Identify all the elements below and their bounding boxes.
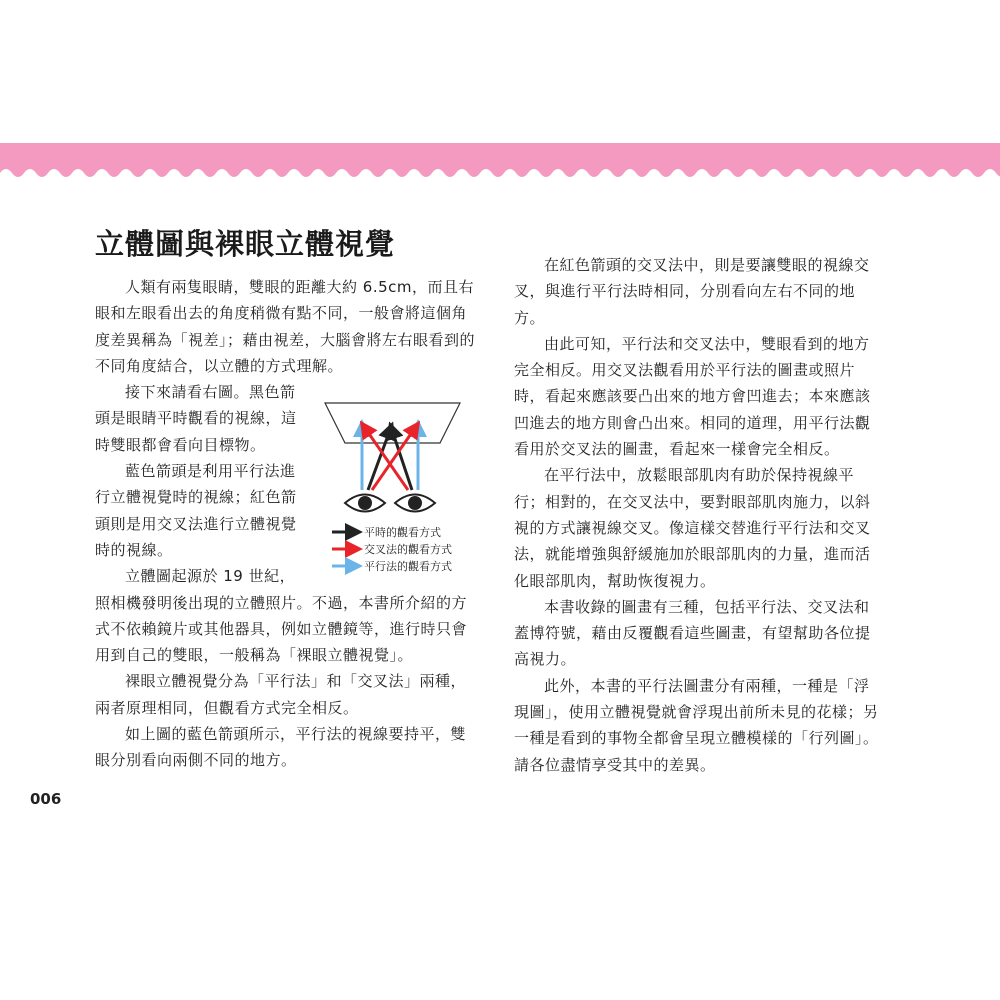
paragraph: 如上圖的藍色箭頭所示，平行法的視線要持平，雙眼分別看向兩側不同的地方。 — [95, 725, 467, 770]
paragraph: 照相機發明後出現的立體照片。不過，本書所介紹的方式不依賴鏡片或其他器具，例如立體鏡等，進行時只會用到自己的雙眼，一般稱為「裸眼立體視覺」。 — [95, 593, 468, 665]
paragraph: 藍色箭頭是利用平行法進行立體視覺時的視線；紅色箭頭則是用交叉法進行立體視覺時的視線。 — [95, 462, 297, 559]
legend-label: 平行法的觀看方式 — [364, 560, 452, 573]
paragraph: 本書收錄的圖畫有三種，包括平行法、交叉法和蓋博符號，藉由反覆觀看這些圖畫，有望幫助各位提高視力。 — [514, 597, 871, 669]
paragraph: 接下來請看右圖。黑色箭頭是眼睛平時觀看的視線，這時雙眼都會看向目標物。 — [95, 383, 297, 454]
paragraph: 此外，本書的平行法圖畫分有兩種，一種是「浮現圖」，使用立體視覺就會浮現出前所未見的花樣；另一種是看到的事物全都會呈現立體模樣的「行列圖」。請各位盡情享受其中的差異。 — [514, 676, 879, 774]
paragraph: 在紅色箭頭的交叉法中，則是要讓雙眼的視線交叉，與進行平行法時相同，分別看向左右不同的地方。 — [514, 256, 870, 327]
paragraph: 立體圖起源於 19 世紀， — [125, 567, 296, 586]
diagram-legend — [332, 525, 452, 573]
paragraph: 人類有兩隻眼睛，雙眼的距離大約 6.5cm，而且右眼和左眼看出去的角度稍微有點不同，一般會將這個角度差異稱為「視差」；藉由視差，大腦會將左右眼看到的不同角度結合，以立體的方式理解。 — [95, 278, 476, 375]
page-number: 006 — [30, 790, 62, 808]
target-plane — [325, 403, 460, 443]
legend-label: 平時的觀看方式 — [364, 526, 441, 539]
legend-label: 交叉法的觀看方式 — [364, 543, 452, 556]
eye-icon — [345, 495, 385, 512]
eye-diagram — [320, 398, 470, 578]
paragraph: 由此可知，平行法和交叉法中，雙眼看到的地方完全相反。用交叉法觀看用於平行法的圖畫或照片時，看起來應該要凸出來的地方會凹進去；本來應該凹進去的地方則會凸出來。相同的道理，用平行法觀看用於交叉法的圖畫，看起來一樣會完全相反。 — [514, 334, 871, 459]
paragraph: 裸眼立體視覺分為「平行法」和「交叉法」兩種，兩者原理相同，但觀看方式完全相反。 — [95, 672, 467, 717]
paragraph: 在平行法中，放鬆眼部肌肉有助於保持視線平行；相對的，在交叉法中，要對眼部肌肉施力，以斜視的方式讓視線交叉。像這樣交替進行平行法和交叉法，就能增強與舒緩施加於眼部肌肉的力量，進而活化眼部肌肉，幫助恢復視力。 — [514, 466, 871, 590]
page-title: 立體圖與裸眼立體視覺 — [95, 227, 396, 261]
decorative-banner — [0, 143, 1000, 183]
right-column — [514, 252, 884, 778]
eye-icon — [395, 495, 435, 512]
